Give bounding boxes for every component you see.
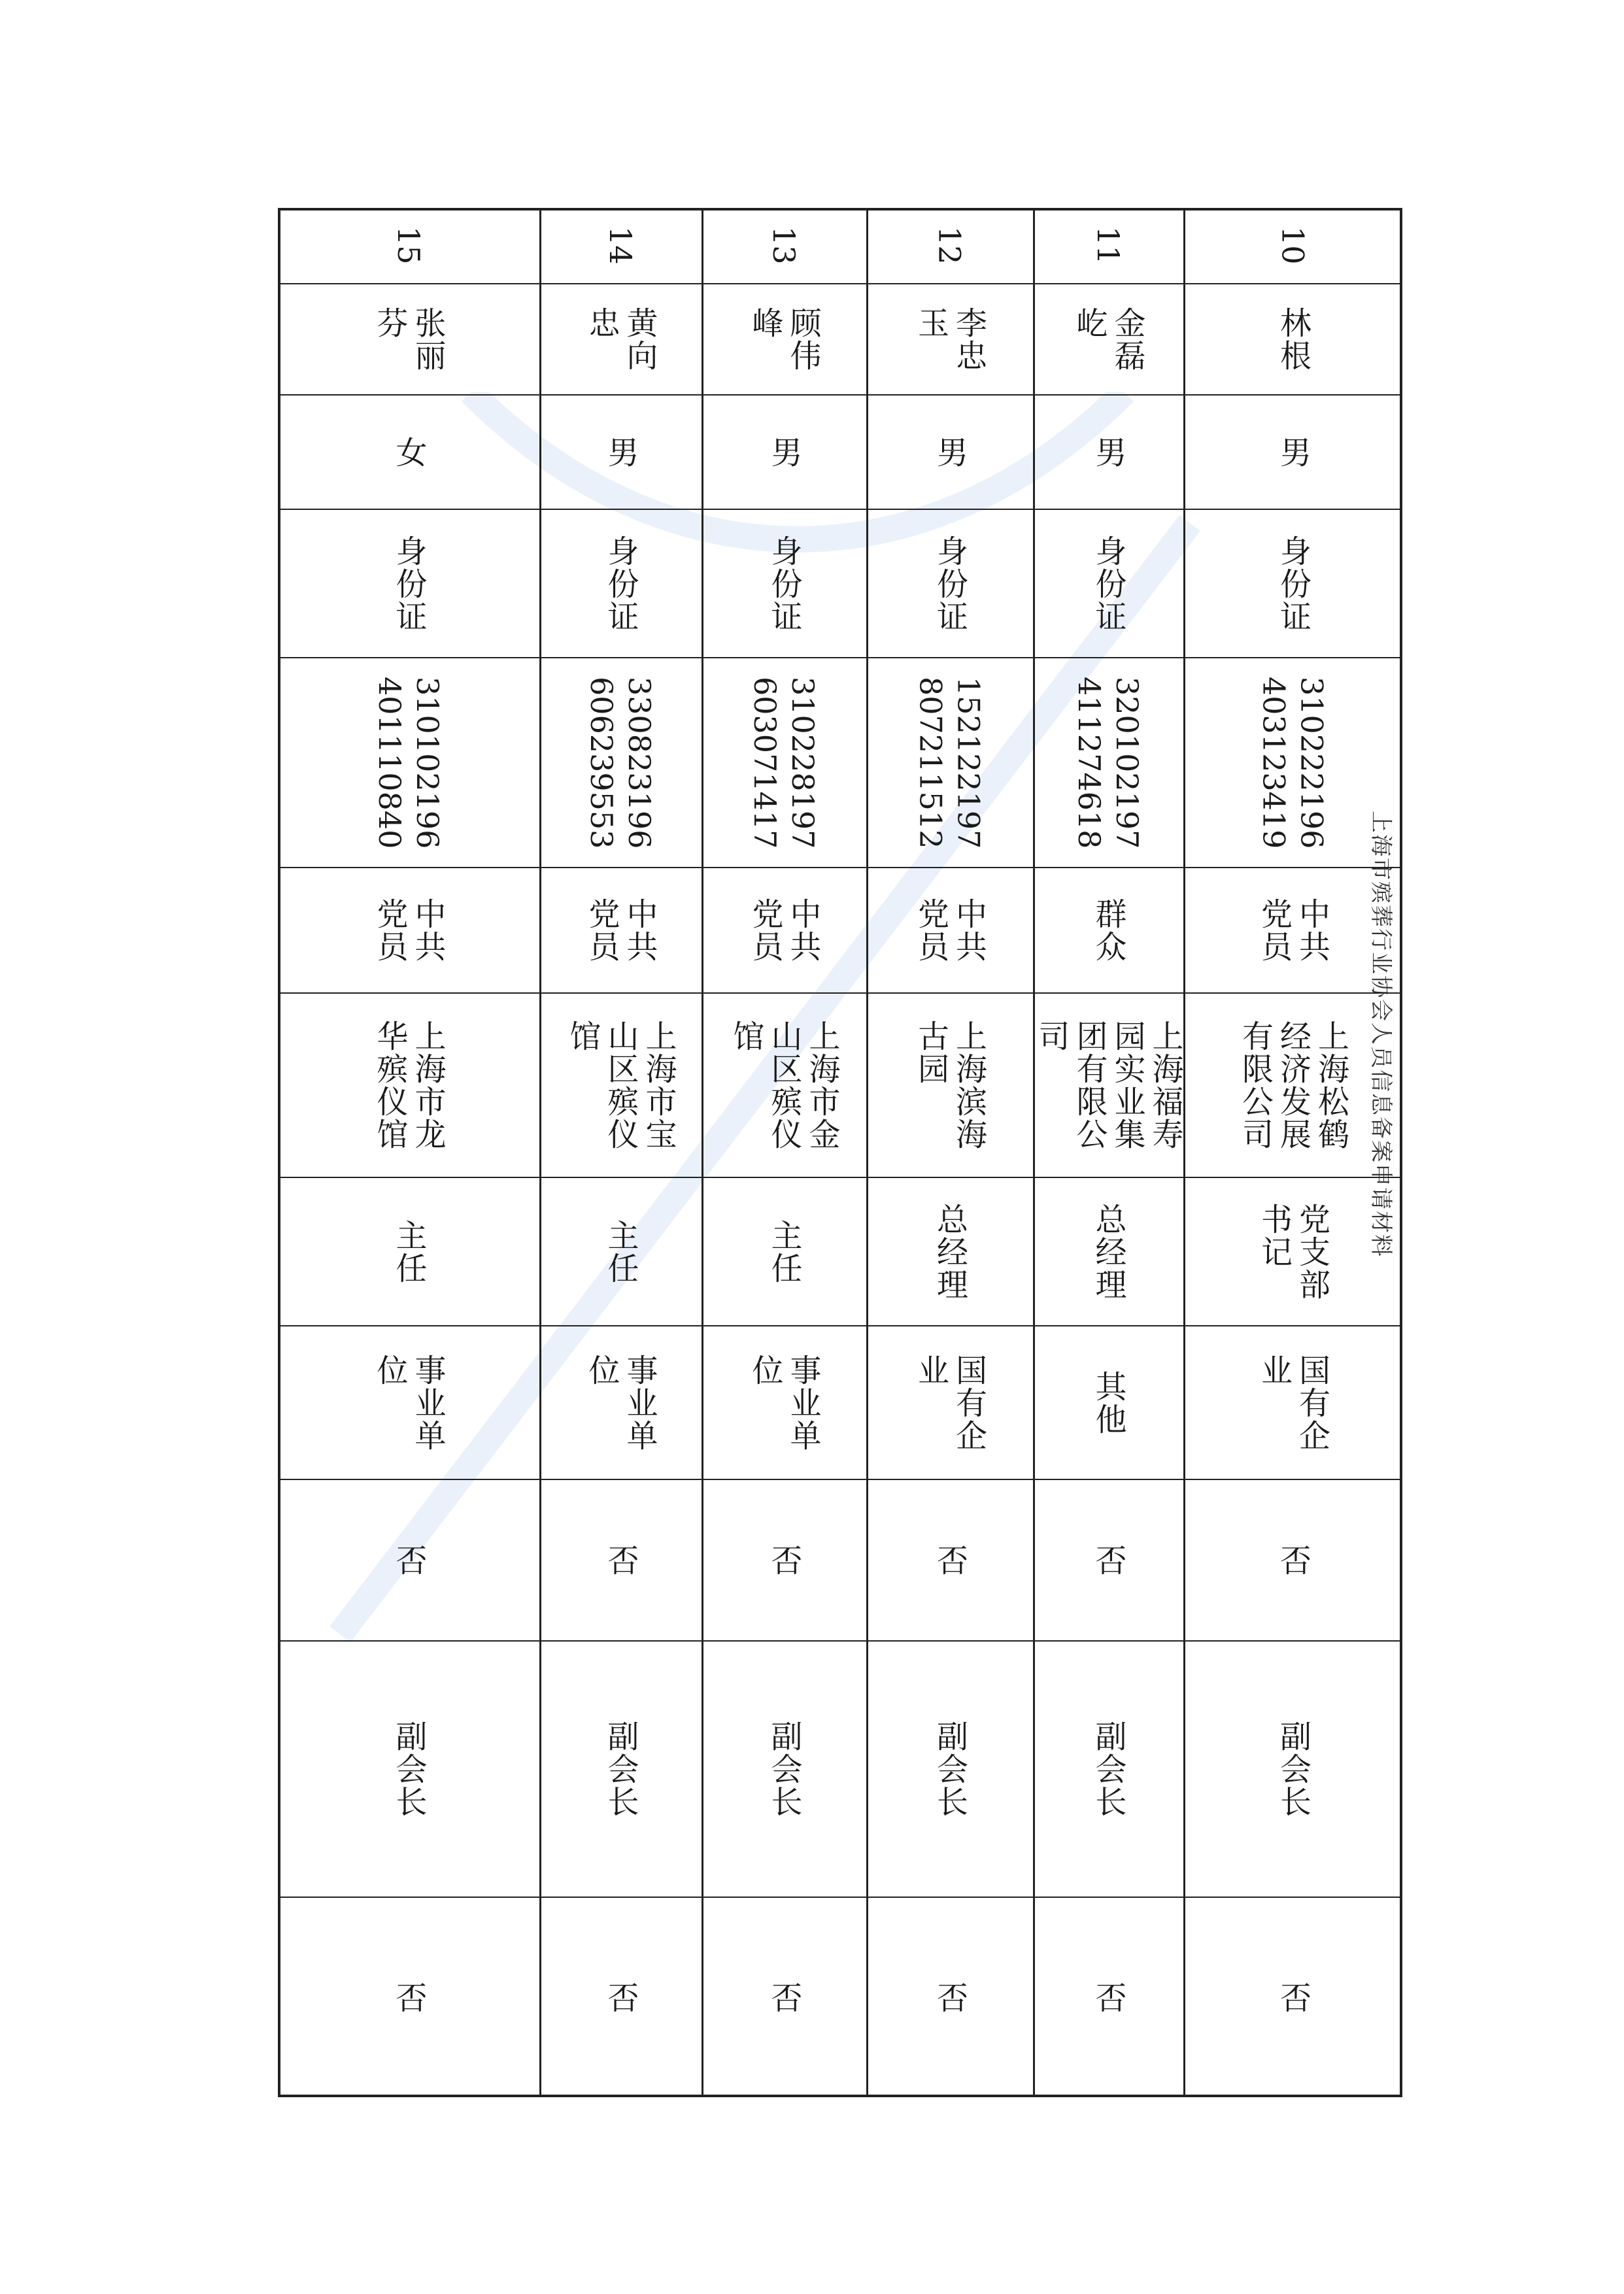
cell-employer xyxy=(702,992,866,1177)
cell-politics xyxy=(1183,867,1402,992)
cell-gender xyxy=(1183,394,1402,509)
title-text: 主任 xyxy=(390,1219,427,1285)
cell-title xyxy=(1183,1177,1402,1325)
id-type-text: 身份证 xyxy=(931,534,968,633)
table-row xyxy=(539,208,702,2097)
cell-id-type xyxy=(1183,509,1402,657)
cell-employer xyxy=(866,992,1033,1177)
employer-text: 上海福寿 园实业集 团有限公 司 xyxy=(1033,1020,1183,1151)
flag2-text: 否 xyxy=(1090,1981,1126,2014)
cell-id-number xyxy=(278,657,539,867)
unit-type-text: 国有企 业 xyxy=(1255,1353,1330,1452)
politics-text: 中共 党员 xyxy=(583,898,658,963)
name-text: 顾伟 峰 xyxy=(747,307,821,372)
name-text: 黄向 忠 xyxy=(583,307,658,372)
position-text: 副会长 xyxy=(390,1720,427,1818)
position-text: 副会长 xyxy=(1274,1720,1311,1818)
cell-no xyxy=(702,208,866,283)
cell-no xyxy=(1183,208,1402,283)
no-text: 10 xyxy=(1275,226,1311,265)
cell-id-type xyxy=(1033,509,1183,657)
cell-name xyxy=(539,283,702,394)
id-number-text: 310102196 401110840 xyxy=(372,676,445,849)
flag1-text: 否 xyxy=(1274,1543,1311,1577)
row-divider xyxy=(702,208,703,2097)
politics-text: 中共 党员 xyxy=(747,898,821,963)
position-text: 副会长 xyxy=(931,1720,968,1818)
gender-text: 男 xyxy=(1274,435,1311,469)
cell-id-type xyxy=(278,509,539,657)
cell-no xyxy=(1033,208,1183,283)
no-text: 11 xyxy=(1091,226,1126,265)
gender-text: 男 xyxy=(766,435,802,469)
flag1-text: 否 xyxy=(602,1543,639,1577)
table-row xyxy=(866,208,1033,2097)
cell-name xyxy=(1183,283,1402,394)
row-divider xyxy=(1033,208,1035,2097)
politics-text: 群众 xyxy=(1090,898,1126,963)
cell-id-number xyxy=(1183,657,1402,867)
flag2-text: 否 xyxy=(766,1981,802,2014)
politics-text: 中共 党员 xyxy=(371,898,446,963)
title-text: 党支部 书记 xyxy=(1255,1202,1330,1301)
cell-flag2 xyxy=(278,1897,539,2097)
unit-type-text: 事业单 位 xyxy=(371,1353,446,1452)
id-number-text: 320102197 411274618 xyxy=(1072,676,1145,849)
table-row xyxy=(1183,208,1402,2097)
gender-text: 男 xyxy=(602,435,639,469)
cell-flag1 xyxy=(539,1479,702,1640)
unit-type-text: 事业单 位 xyxy=(583,1353,658,1452)
cell-name xyxy=(866,283,1033,394)
employer-text: 上海市金 山区殡仪 馆 xyxy=(728,1020,840,1151)
title-text: 总经理 xyxy=(1090,1202,1126,1301)
member-table xyxy=(278,208,1402,2097)
cell-title xyxy=(278,1177,539,1325)
name-text: 李忠 玉 xyxy=(912,307,987,372)
table-row xyxy=(278,208,539,2097)
title-text: 主任 xyxy=(602,1219,639,1285)
politics-text: 中共 党员 xyxy=(912,898,987,963)
cell-position xyxy=(539,1640,702,1897)
cell-flag1 xyxy=(702,1479,866,1640)
cell-no xyxy=(539,208,702,283)
gender-text: 男 xyxy=(931,435,968,469)
cell-name xyxy=(278,283,539,394)
id-type-text: 身份证 xyxy=(1090,534,1126,633)
title-text: 主任 xyxy=(766,1219,802,1285)
cell-employer xyxy=(278,992,539,1177)
employer-text: 上海市龙 华殡仪馆 xyxy=(371,1020,446,1151)
employer-text: 上海滨海 古园 xyxy=(912,1020,987,1151)
cell-gender xyxy=(702,394,866,509)
cell-employer xyxy=(539,992,702,1177)
cell-flag1 xyxy=(866,1479,1033,1640)
gender-text: 女 xyxy=(390,435,427,469)
cell-unit-type xyxy=(1033,1325,1183,1479)
table-row xyxy=(702,208,866,2097)
cell-no xyxy=(866,208,1033,283)
politics-text: 中共 党员 xyxy=(1255,898,1330,963)
cell-id-type xyxy=(539,509,702,657)
cell-flag2 xyxy=(1033,1897,1183,2097)
unit-type-text: 其他 xyxy=(1090,1370,1126,1436)
cell-title xyxy=(702,1177,866,1325)
cell-politics xyxy=(1033,867,1183,992)
cell-employer xyxy=(1033,992,1183,1177)
position-text: 副会长 xyxy=(1090,1720,1126,1818)
cell-no xyxy=(278,208,539,283)
row-divider xyxy=(866,208,868,2097)
id-type-text: 身份证 xyxy=(390,534,427,633)
id-number-text: 310228197 603071417 xyxy=(747,676,820,849)
cell-position xyxy=(278,1640,539,1897)
flag1-text: 否 xyxy=(390,1543,427,1577)
cell-id-number xyxy=(866,657,1033,867)
cell-politics xyxy=(539,867,702,992)
unit-type-text: 事业单 位 xyxy=(747,1353,821,1452)
cell-id-number xyxy=(539,657,702,867)
cell-gender xyxy=(278,394,539,509)
position-text: 副会长 xyxy=(766,1720,802,1818)
cell-flag1 xyxy=(278,1479,539,1640)
cell-id-type xyxy=(702,509,866,657)
flag1-text: 否 xyxy=(931,1543,968,1577)
cell-unit-type xyxy=(278,1325,539,1479)
cell-politics xyxy=(702,867,866,992)
cell-id-number xyxy=(1033,657,1183,867)
cell-position xyxy=(866,1640,1033,1897)
flag1-text: 否 xyxy=(1090,1543,1126,1577)
employer-text: 上海市宝 山区殡仪 馆 xyxy=(564,1020,677,1151)
cell-name xyxy=(1033,283,1183,394)
id-number-text: 152122197 807211512 xyxy=(913,676,987,849)
cell-title xyxy=(539,1177,702,1325)
document-header: 上海市殡葬行业协会人员信息备案申请材料 xyxy=(1368,811,1394,1258)
position-text: 副会长 xyxy=(602,1720,639,1818)
cell-flag2 xyxy=(866,1897,1033,2097)
cell-flag2 xyxy=(539,1897,702,2097)
id-type-text: 身份证 xyxy=(766,534,802,633)
id-type-text: 身份证 xyxy=(602,534,639,633)
no-text: 14 xyxy=(603,226,638,265)
id-number-text: 330823196 606239553 xyxy=(584,676,657,849)
row-divider xyxy=(1183,208,1185,2097)
cell-flag1 xyxy=(1183,1479,1402,1640)
row-divider xyxy=(539,208,541,2097)
id-type-text: 身份证 xyxy=(1274,534,1311,633)
cell-id-number xyxy=(702,657,866,867)
cell-flag2 xyxy=(1183,1897,1402,2097)
cell-gender xyxy=(1033,394,1183,509)
cell-unit-type xyxy=(702,1325,866,1479)
cell-position xyxy=(1183,1640,1402,1897)
cell-id-type xyxy=(866,509,1033,657)
title-text: 总经理 xyxy=(931,1202,968,1301)
no-text: 13 xyxy=(766,226,802,265)
cell-position xyxy=(1033,1640,1183,1897)
cell-flag1 xyxy=(1033,1479,1183,1640)
cell-title xyxy=(1033,1177,1183,1325)
table-row xyxy=(1033,208,1183,2097)
cell-employer xyxy=(1183,992,1402,1177)
cell-politics xyxy=(866,867,1033,992)
cell-position xyxy=(702,1640,866,1897)
name-text: 林根 xyxy=(1274,307,1311,372)
gender-text: 男 xyxy=(1090,435,1126,469)
cell-gender xyxy=(866,394,1033,509)
cell-unit-type xyxy=(539,1325,702,1479)
id-number-text: 310222196 403123419 xyxy=(1256,676,1330,849)
cell-gender xyxy=(539,394,702,509)
flag2-text: 否 xyxy=(390,1981,427,2014)
name-text: 张丽 芬 xyxy=(371,307,446,372)
name-text: 金磊 屹 xyxy=(1071,307,1145,372)
cell-name xyxy=(702,283,866,394)
flag2-text: 否 xyxy=(602,1981,639,2014)
cell-politics xyxy=(278,867,539,992)
cell-flag2 xyxy=(702,1897,866,2097)
cell-title xyxy=(866,1177,1033,1325)
employer-text: 上海松鹤 经济发展 有限公司 xyxy=(1236,1020,1349,1151)
flag1-text: 否 xyxy=(766,1543,802,1577)
cell-unit-type xyxy=(866,1325,1033,1479)
flag2-text: 否 xyxy=(931,1981,968,2014)
cell-unit-type xyxy=(1183,1325,1402,1479)
no-text: 12 xyxy=(932,226,968,265)
no-text: 15 xyxy=(391,226,426,265)
flag2-text: 否 xyxy=(1274,1981,1311,2014)
unit-type-text: 国有企 业 xyxy=(912,1353,987,1452)
